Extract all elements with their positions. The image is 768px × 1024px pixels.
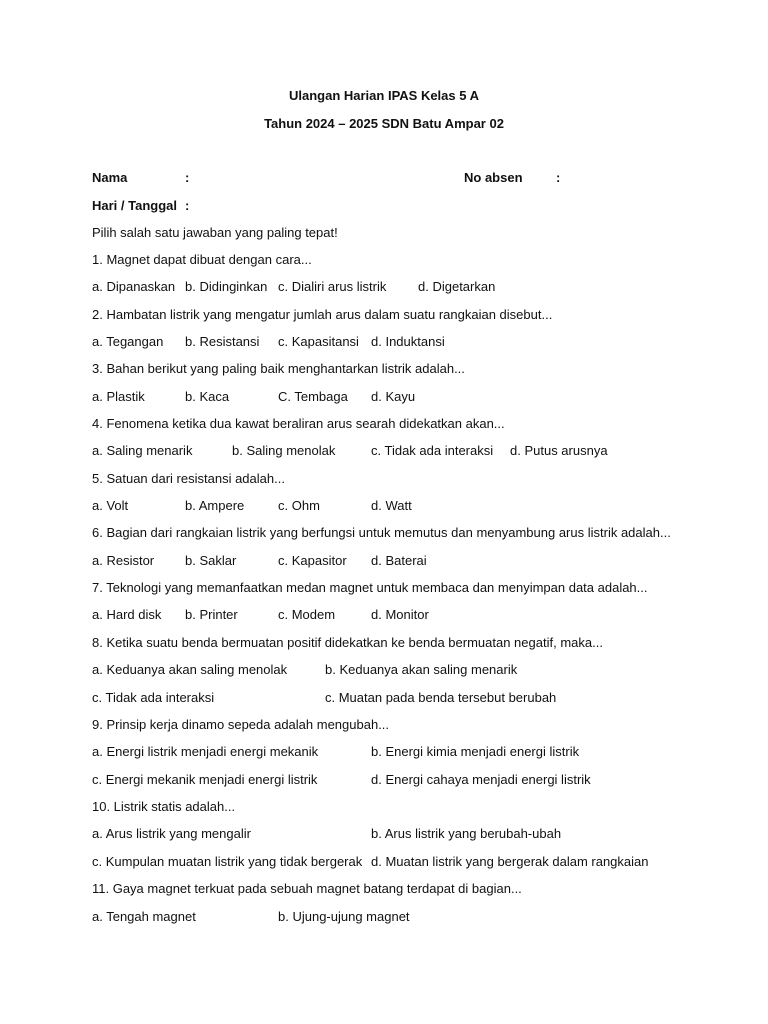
option: a. Volt <box>92 498 129 513</box>
option: b. Ampere <box>185 498 245 513</box>
option: c. Muatan pada benda tersebut berubah <box>325 690 557 705</box>
option: b. Ujung-ujung magnet <box>278 909 410 924</box>
option: c. Kumpulan muatan listrik yang tidak bergerak <box>92 854 363 869</box>
option: c. Tidak ada interaksi <box>92 690 215 705</box>
option: a. Resistor <box>92 553 155 568</box>
hari-tanggal-colon: : <box>185 198 190 213</box>
option: b. Kaca <box>185 389 230 404</box>
option: c. Kapasitansi <box>278 334 359 349</box>
question-text: 2. Hambatan listrik yang mengatur jumlah arus dalam suatu rangkaian disebut... <box>92 307 553 322</box>
option: a. Keduanya akan saling menolak <box>92 662 288 677</box>
option: C. Tembaga <box>278 389 348 404</box>
option: a. Tegangan <box>92 334 164 349</box>
option: d. Induktansi <box>371 334 445 349</box>
option: c. Energi mekanik menjadi energi listrik <box>92 772 318 787</box>
page-subtitle: Tahun 2024 – 2025 SDN Batu Ampar 02 <box>264 116 504 131</box>
nama-label: Nama <box>92 170 128 185</box>
option: c. Modem <box>278 607 336 622</box>
question-text: 6. Bagian dari rangkaian listrik yang berfungsi untuk memutus dan menyambung arus listrik adalah... <box>92 525 671 540</box>
option: b. Saling menolak <box>232 443 336 458</box>
option: a. Tengah magnet <box>92 909 196 924</box>
nama-colon: : <box>185 170 190 185</box>
page-title: Ulangan Harian IPAS Kelas 5 A <box>288 88 479 103</box>
option: d. Kayu <box>371 389 416 404</box>
option: d. Putus arusnya <box>510 443 608 458</box>
option: a. Saling menarik <box>92 443 193 458</box>
option: c. Dialiri arus listrik <box>278 279 387 294</box>
option: b. Resistansi <box>185 334 260 349</box>
option: c. Kapasitor <box>278 553 347 568</box>
no-absen-colon: : <box>556 170 561 185</box>
option: d. Digetarkan <box>418 279 496 294</box>
option: d. Watt <box>371 498 412 513</box>
question-text: 9. Prinsip kerja dinamo sepeda adalah mengubah... <box>92 717 390 732</box>
option: c. Tidak ada interaksi <box>371 443 494 458</box>
question-text: 3. Bahan berikut yang paling baik menghantarkan listrik adalah... <box>92 361 465 376</box>
option: d. Energi cahaya menjadi energi listrik <box>371 772 591 787</box>
option: a. Plastik <box>92 389 145 404</box>
question-text: 4. Fenomena ketika dua kawat beraliran arus searah didekatkan akan... <box>92 416 505 431</box>
question-text: 5. Satuan dari resistansi adalah... <box>92 471 285 486</box>
hari-tanggal-label: Hari / Tanggal <box>92 198 177 213</box>
question-text: 11. Gaya magnet terkuat pada sebuah magnet batang terdapat di bagian... <box>92 881 522 896</box>
option: d. Baterai <box>371 553 427 568</box>
instruction: Pilih salah satu jawaban yang paling tepat! <box>92 225 338 240</box>
question-text: 10. Listrik statis adalah... <box>92 799 236 814</box>
option: a. Arus listrik yang mengalir <box>92 826 251 841</box>
option: a. Energi listrik menjadi energi mekanik <box>92 744 319 759</box>
option: b. Saklar <box>185 553 237 568</box>
option: b. Printer <box>185 607 238 622</box>
option: c. Ohm <box>278 498 320 513</box>
no-absen-label: No absen <box>464 170 523 185</box>
option: a. Hard disk <box>92 607 162 622</box>
option: b. Keduanya akan saling menarik <box>325 662 518 677</box>
option: b. Arus listrik yang berubah-ubah <box>371 826 562 841</box>
question-text: 7. Teknologi yang memanfaatkan medan magnet untuk membaca dan menyimpan data adalah... <box>92 580 648 595</box>
question-text: 8. Ketika suatu benda bermuatan positif didekatkan ke benda bermuatan negatif, maka... <box>92 635 603 650</box>
option: d. Monitor <box>371 607 429 622</box>
option: b. Didinginkan <box>185 279 268 294</box>
option: d. Muatan listrik yang bergerak dalam rangkaian <box>371 854 649 869</box>
option: b. Energi kimia menjadi energi listrik <box>371 744 580 759</box>
question-text: 1. Magnet dapat dibuat dengan cara... <box>92 252 312 267</box>
option: a. Dipanaskan <box>92 279 176 294</box>
